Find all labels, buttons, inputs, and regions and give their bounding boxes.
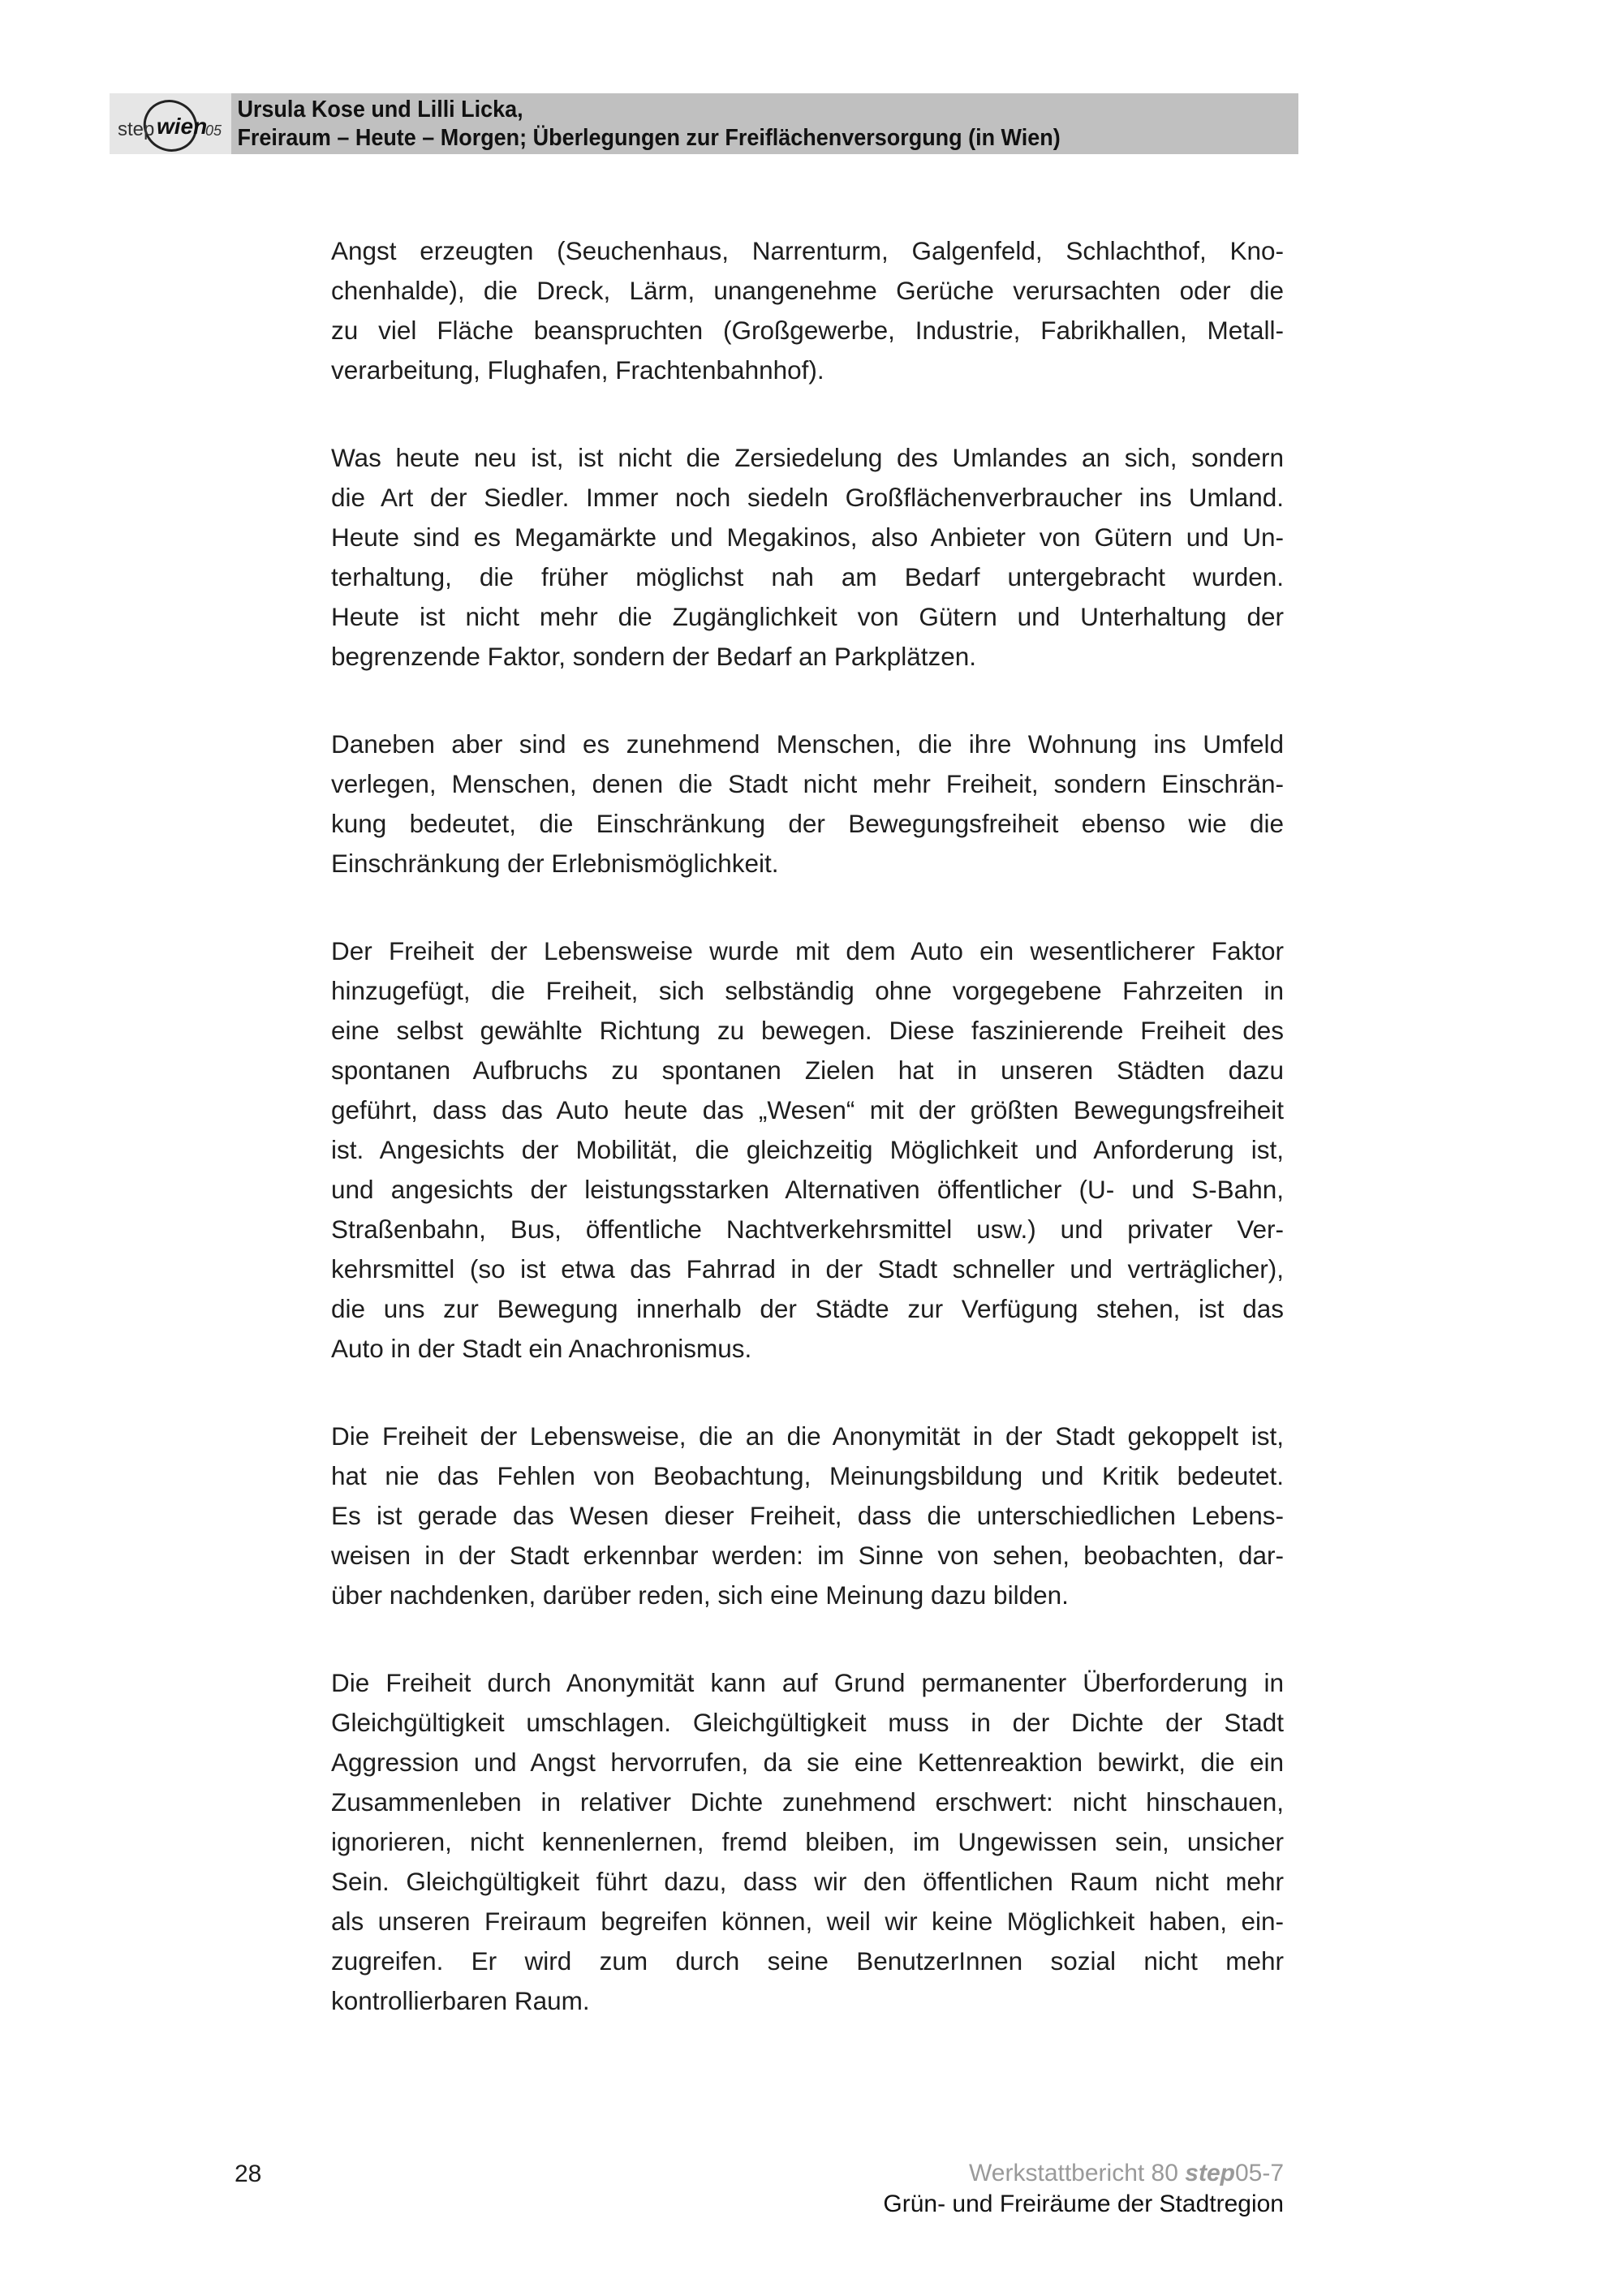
text-line: die uns zur Bewegung innerhalb der Städte zur Verfügung stehen, ist das <box>331 1294 1284 1323</box>
text-line: chenhalde), die Dreck, Lärm, unangenehme Gerüche verursachten oder die <box>331 276 1284 305</box>
text-line: terhaltung, die früher möglichst nah am Bedarf untergebracht wurden. <box>331 562 1284 591</box>
paragraph <box>331 438 1284 677</box>
text-line: Heute ist nicht mehr die Zugänglichkeit von Gütern und Unterhaltung der <box>331 602 1284 631</box>
header-authors: Ursula Kose und Lilli Licka, <box>237 97 523 123</box>
series-bold: step <box>1185 2160 1235 2186</box>
text-line: kehrsmittel (so ist etwa das Fahrrad in der Stadt schneller und verträglicher), <box>331 1254 1284 1283</box>
series-prefix: Werkstattbericht 80 <box>969 2160 1186 2186</box>
text-line: Es ist gerade das Wesen dieser Freiheit, dass die unterschiedlichen Lebens- <box>331 1501 1284 1530</box>
text-line: kontrollierbaren Raum. <box>331 1986 590 2015</box>
text-line: Heute sind es Megamärkte und Megakinos, also Anbieter von Gütern und Un- <box>331 522 1284 552</box>
page-number: 28 <box>235 2161 262 2187</box>
text-line: Straßenbahn, Bus, öffentliche Nachtverkehrsmittel usw.) und privater Ver- <box>331 1215 1284 1244</box>
text-line: hinzugefügt, die Freiheit, sich selbständig ohne vorgegebene Fahrzeiten in <box>331 976 1284 1005</box>
svg-text:wien: wien <box>157 114 208 139</box>
text-line: und angesichts der leistungsstarken Alternativen öffentlicher (U- und S-Bahn, <box>331 1175 1284 1204</box>
text-line: Die Freiheit der Lebensweise, die an die Anonymität in der Stadt gekoppelt ist, <box>331 1421 1284 1451</box>
text-line: Aggression und Angst hervorrufen, da sie eine Kettenreaktion bewirkt, die ein <box>331 1748 1284 1777</box>
text-line: Einschränkung der Erlebnismöglichkeit. <box>331 849 779 878</box>
text-line: Daneben aber sind es zunehmend Menschen, die ihre Wohnung ins Umfeld <box>331 729 1284 759</box>
text-line: über nachdenken, darüber reden, sich eine Meinung dazu bilden. <box>331 1580 1069 1610</box>
text-line: Gleichgültigkeit umschlagen. Gleichgültigkeit muss in der Dichte der Stadt <box>331 1708 1284 1737</box>
svg-text:step: step <box>118 118 155 140</box>
paragraph <box>331 1417 1284 1615</box>
footer-series <box>883 2158 1284 2220</box>
text-line: spontanen Aufbruchs zu spontanen Zielen hat in unseren Städten dazu <box>331 1056 1284 1085</box>
header-title: Freiraum – Heute – Morgen; Überlegungen zur Freiflächenversorgung (in Wien) <box>237 125 1061 151</box>
text-line: begrenzende Faktor, sondern der Bedarf an Parkplätzen. <box>331 642 977 671</box>
paragraph <box>331 931 1284 1369</box>
paragraph <box>331 1663 1284 2021</box>
text-line: zu viel Fläche beanspruchten (Großgewerbe, Industrie, Fabrikhallen, Metall- <box>331 316 1284 345</box>
text-line: Der Freiheit der Lebensweise wurde mit dem Auto ein wesentlicherer Faktor <box>331 936 1284 965</box>
text-line: ist. Angesichts der Mobilität, die gleichzeitig Möglichkeit und Anforderung ist, <box>331 1135 1284 1164</box>
footer-subtitle: Grün- und Freiräume der Stadtregion <box>883 2191 1284 2217</box>
text-line: geführt, dass das Auto heute das „Wesen“ mit der größten Bewegungsfreiheit <box>331 1095 1284 1124</box>
series-suffix: 05-7 <box>1234 2160 1284 2186</box>
text-line: verlegen, Menschen, denen die Stadt nicht mehr Freiheit, sondern Einschrän- <box>331 769 1284 798</box>
text-line: Was heute neu ist, ist nicht die Zersiedelung des Umlandes an sich, sondern <box>331 443 1284 472</box>
text-line: Zusammenleben in relativer Dichte zunehmend erschwert: nicht hinschauen, <box>331 1787 1284 1817</box>
text-line: Auto in der Stadt ein Anachronismus. <box>331 1334 752 1363</box>
stepwien-logo <box>110 93 231 154</box>
text-line: kung bedeutet, die Einschränkung der Bewegungsfreiheit ebenso wie die <box>331 809 1284 838</box>
svg-text:05: 05 <box>205 123 222 139</box>
text-line: Angst erzeugten (Seuchenhaus, Narrenturm, Galgenfeld, Schlachthof, Kno- <box>331 236 1284 265</box>
running-header <box>110 93 1298 154</box>
text-line: als unseren Freiraum begreifen können, weil wir keine Möglichkeit haben, ein- <box>331 1907 1284 1936</box>
text-line: verarbeitung, Flughafen, Frachtenbahnhof). <box>331 355 824 385</box>
footer-series-line <box>883 2158 1284 2189</box>
text-line: Sein. Gleichgültigkeit führt dazu, dass wir den öffentlichen Raum nicht mehr <box>331 1867 1284 1896</box>
text-line: eine selbst gewählte Richtung zu bewegen. Diese faszinierende Freiheit des <box>331 1016 1284 1045</box>
body-text <box>331 231 1284 2069</box>
paragraph <box>331 231 1284 390</box>
text-line: Die Freiheit durch Anonymität kann auf Grund permanenter Überforderung in <box>331 1668 1284 1697</box>
text-line: ignorieren, nicht kennenlernen, fremd bleiben, im Ungewissen sein, unsicher <box>331 1827 1284 1856</box>
text-line: die Art der Siedler. Immer noch siedeln Großflächenverbraucher ins Umland. <box>331 483 1284 512</box>
text-line: zugreifen. Er wird zum durch seine BenutzerInnen sozial nicht mehr <box>331 1946 1284 1976</box>
text-line: hat nie das Fehlen von Beobachtung, Meinungsbildung und Kritik bedeutet. <box>331 1461 1284 1490</box>
paragraph <box>331 724 1284 884</box>
text-line: weisen in der Stadt erkennbar werden: im Sinne von sehen, beobachten, dar- <box>331 1541 1284 1570</box>
